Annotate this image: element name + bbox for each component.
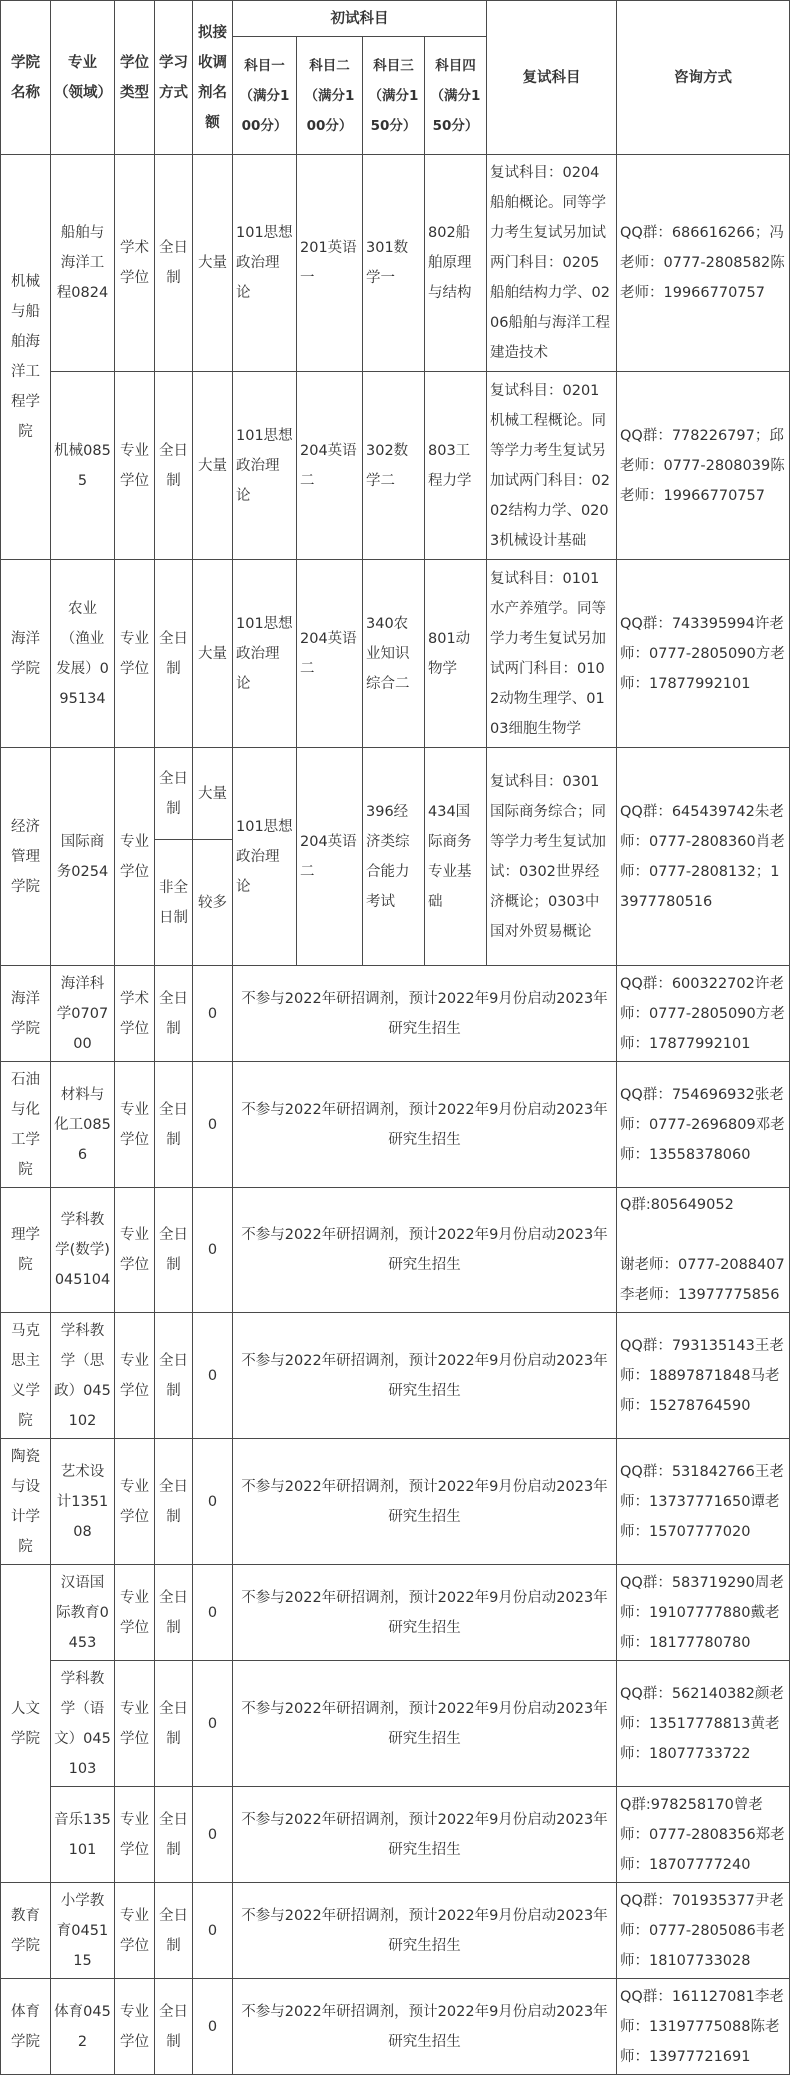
note-cell: 不参与2022年研招调剂，预计2022年9月份启动2023年研究生招生 xyxy=(233,1188,617,1313)
table-row xyxy=(1,1787,790,1883)
contact-cell: QQ群：701935377尹老师：0777-2805086韦老师：18107733028 xyxy=(617,1883,790,1979)
note-cell: 不参与2022年研招调剂，预计2022年9月份启动2023年研究生招生 xyxy=(233,1883,617,1979)
header-contact: 咨询方式 xyxy=(617,1,790,155)
note-cell: 不参与2022年研招调剂，预计2022年9月份启动2023年研究生招生 xyxy=(233,1062,617,1188)
degree-type-cell: 学术学位 xyxy=(115,155,155,372)
header-subject-3: 科目三（满分150分） xyxy=(363,37,425,155)
study-mode-cell: 非全日制 xyxy=(155,840,193,966)
major-cell: 机械0855 xyxy=(51,372,115,560)
contact-cell: QQ群：778226797；邱老师：0777-2808039陈老师：19966770757 xyxy=(617,372,790,560)
note-cell: 不参与2022年研招调剂，预计2022年9月份启动2023年研究生招生 xyxy=(233,1979,617,2075)
header-subject-1: 科目一（满分100分） xyxy=(233,37,297,155)
major-cell: 学科教学(数学)045104 xyxy=(51,1188,115,1313)
degree-type-cell: 学术学位 xyxy=(115,966,155,1062)
degree-type-cell: 专业学位 xyxy=(115,1565,155,1661)
subject-1-cell: 101思想政治理论 xyxy=(233,748,297,966)
college-cell: 陶瓷与设计学院 xyxy=(1,1439,51,1565)
college-cell: 体育学院 xyxy=(1,1979,51,2075)
retest-cell: 复试科目：0204船舶概论。同等学力考生复试另加试两门科目：0205船舶结构力学、0206船舶与海洋工程建造技术 xyxy=(487,155,617,372)
study-mode-cell: 全日制 xyxy=(155,1661,193,1787)
table-row xyxy=(1,1313,790,1439)
contact-cell: Q群:978258170曾老师：0777-2808356郑老师：18707777240 xyxy=(617,1787,790,1883)
study-mode-cell: 全日制 xyxy=(155,560,193,748)
college-cell: 海洋学院 xyxy=(1,560,51,748)
major-cell: 材料与化工0856 xyxy=(51,1062,115,1188)
header-study-mode: 学习方式 xyxy=(155,1,193,155)
degree-type-cell: 专业学位 xyxy=(115,1979,155,2075)
quota-cell: 较多 xyxy=(193,840,233,966)
college-cell: 经济管理学院 xyxy=(1,748,51,966)
table-row xyxy=(1,1883,790,1979)
table-row xyxy=(1,155,790,372)
major-cell: 海洋科学070700 xyxy=(51,966,115,1062)
contact-cell xyxy=(617,1188,790,1313)
retest-cell: 复试科目：0201机械工程概论。同等学力考生复试另加试两门科目：0202结构力学、0203机械设计基础 xyxy=(487,372,617,560)
contact-cell: QQ群：754696932张老师：0777-2696809邓老师：13558378060 xyxy=(617,1062,790,1188)
contact-cell: QQ群：161127081李老师：13197775088陈老师：13977721691 xyxy=(617,1979,790,2075)
table-row xyxy=(1,1188,790,1313)
subject-2-cell: 204英语二 xyxy=(297,560,363,748)
major-cell: 艺术设计135108 xyxy=(51,1439,115,1565)
header-row xyxy=(1,1,790,37)
table-row xyxy=(1,1661,790,1787)
contact-cell: QQ群：686616266；冯老师：0777-2808582陈老师：19966770757 xyxy=(617,155,790,372)
major-cell: 国际商务0254 xyxy=(51,748,115,966)
major-cell: 船舶与海洋工程0824 xyxy=(51,155,115,372)
college-cell: 马克思主义学院 xyxy=(1,1313,51,1439)
subject-4-cell: 802船舶原理与结构 xyxy=(425,155,487,372)
study-mode-cell: 全日制 xyxy=(155,1979,193,2075)
major-cell: 体育0452 xyxy=(51,1979,115,2075)
study-mode-cell: 全日制 xyxy=(155,1062,193,1188)
subject-2-cell: 201英语一 xyxy=(297,155,363,372)
subject-1-cell: 101思想政治理论 xyxy=(233,560,297,748)
college-cell: 海洋学院 xyxy=(1,966,51,1062)
quota-cell: 大量 xyxy=(193,748,233,840)
quota-cell: 大量 xyxy=(193,372,233,560)
subject-3-cell: 396经济类综合能力考试 xyxy=(363,748,425,966)
subject-1-cell: 101思想政治理论 xyxy=(233,372,297,560)
contact-line: 谢老师：0777-2088407 xyxy=(620,1257,785,1273)
contact-line: Q群:805649052 xyxy=(620,1197,734,1213)
quota-cell: 0 xyxy=(193,1979,233,2075)
header-college: 学院名称 xyxy=(1,1,51,155)
degree-type-cell: 专业学位 xyxy=(115,748,155,966)
header-retest: 复试科目 xyxy=(487,1,617,155)
subject-4-cell: 803工程力学 xyxy=(425,372,487,560)
degree-type-cell: 专业学位 xyxy=(115,1883,155,1979)
contact-cell: QQ群：531842766王老师：13737771650谭老师：15707777020 xyxy=(617,1439,790,1565)
note-cell: 不参与2022年研招调剂，预计2022年9月份启动2023年研究生招生 xyxy=(233,1439,617,1565)
degree-type-cell: 专业学位 xyxy=(115,560,155,748)
table-row xyxy=(1,560,790,748)
study-mode-cell: 全日制 xyxy=(155,372,193,560)
header-degree-type: 学位类型 xyxy=(115,1,155,155)
quota-cell: 大量 xyxy=(193,560,233,748)
table-row xyxy=(1,1439,790,1565)
note-cell: 不参与2022年研招调剂，预计2022年9月份启动2023年研究生招生 xyxy=(233,1787,617,1883)
subject-4-cell: 434国际商务专业基础 xyxy=(425,748,487,966)
study-mode-cell: 全日制 xyxy=(155,1565,193,1661)
contact-cell: QQ群：743395994许老师：0777-2805090方老师：17877992101 xyxy=(617,560,790,748)
degree-type-cell: 专业学位 xyxy=(115,1062,155,1188)
college-cell: 理学院 xyxy=(1,1188,51,1313)
subject-1-cell: 101思想政治理论 xyxy=(233,155,297,372)
study-mode-cell: 全日制 xyxy=(155,1787,193,1883)
quota-cell: 0 xyxy=(193,1565,233,1661)
subject-2-cell: 204英语二 xyxy=(297,748,363,966)
header-prelim-group: 初试科目 xyxy=(233,1,487,37)
header-major: 专业（领域） xyxy=(51,1,115,155)
quota-cell: 0 xyxy=(193,1313,233,1439)
table-row xyxy=(1,1062,790,1188)
note-cell: 不参与2022年研招调剂，预计2022年9月份启动2023年研究生招生 xyxy=(233,1313,617,1439)
quota-cell: 0 xyxy=(193,1661,233,1787)
quota-cell: 0 xyxy=(193,1883,233,1979)
degree-type-cell: 专业学位 xyxy=(115,1313,155,1439)
subject-3-cell: 340农业知识综合二 xyxy=(363,560,425,748)
study-mode-cell: 全日制 xyxy=(155,1313,193,1439)
table-row xyxy=(1,1565,790,1661)
quota-cell: 大量 xyxy=(193,155,233,372)
quota-cell: 0 xyxy=(193,1439,233,1565)
degree-type-cell: 专业学位 xyxy=(115,1661,155,1787)
contact-cell: QQ群：645439742朱老师：0777-2808360肖老师：0777-2808132；13977780516 xyxy=(617,748,790,966)
note-cell: 不参与2022年研招调剂，预计2022年9月份启动2023年研究生招生 xyxy=(233,1661,617,1787)
quota-cell: 0 xyxy=(193,1188,233,1313)
contact-cell: QQ群：600322702许老师：0777-2805090方老师：17877992101 xyxy=(617,966,790,1062)
contact-cell: QQ群：793135143王老师：18897871848马老师：15278764590 xyxy=(617,1313,790,1439)
header-subject-2: 科目二（满分100分） xyxy=(297,37,363,155)
contact-cell: QQ群：583719290周老师：19107777880戴老师：18177780780 xyxy=(617,1565,790,1661)
subject-3-cell: 301数学一 xyxy=(363,155,425,372)
college-cell: 教育学院 xyxy=(1,1883,51,1979)
degree-type-cell: 专业学位 xyxy=(115,1188,155,1313)
study-mode-cell: 全日制 xyxy=(155,155,193,372)
table-row xyxy=(1,372,790,560)
subject-2-cell: 204英语二 xyxy=(297,372,363,560)
major-cell: 学科教学（思政）045102 xyxy=(51,1313,115,1439)
header-quota: 拟接收调剂名额 xyxy=(193,1,233,155)
note-cell: 不参与2022年研招调剂，预计2022年9月份启动2023年研究生招生 xyxy=(233,966,617,1062)
table-row xyxy=(1,1979,790,2075)
subject-3-cell: 302数学二 xyxy=(363,372,425,560)
degree-type-cell: 专业学位 xyxy=(115,372,155,560)
major-cell: 汉语国际教育0453 xyxy=(51,1565,115,1661)
major-cell: 农业（渔业发展）095134 xyxy=(51,560,115,748)
major-cell: 小学教育045115 xyxy=(51,1883,115,1979)
header-subject-4: 科目四（满分150分） xyxy=(425,37,487,155)
college-cell: 石油与化工学院 xyxy=(1,1062,51,1188)
study-mode-cell: 全日制 xyxy=(155,1188,193,1313)
table-row xyxy=(1,748,790,840)
retest-cell: 复试科目：0101水产养殖学。同等学力考生复试另加试两门科目：0102动物生理学、0103细胞生物学 xyxy=(487,560,617,748)
contact-cell: QQ群：562140382颜老师：13517778813黄老师：18077733722 xyxy=(617,1661,790,1787)
major-cell: 学科教学（语文）045103 xyxy=(51,1661,115,1787)
study-mode-cell: 全日制 xyxy=(155,748,193,840)
note-cell: 不参与2022年研招调剂，预计2022年9月份启动2023年研究生招生 xyxy=(233,1565,617,1661)
quota-cell: 0 xyxy=(193,1062,233,1188)
quota-cell: 0 xyxy=(193,966,233,1062)
degree-type-cell: 专业学位 xyxy=(115,1439,155,1565)
table-row xyxy=(1,966,790,1062)
degree-type-cell: 专业学位 xyxy=(115,1787,155,1883)
college-cell: 机械与船舶海洋工程学院 xyxy=(1,155,51,560)
study-mode-cell: 全日制 xyxy=(155,966,193,1062)
study-mode-cell: 全日制 xyxy=(155,1439,193,1565)
contact-line: 李老师：13977775856 xyxy=(620,1287,780,1303)
contact-line xyxy=(620,1220,786,1250)
college-cell: 人文学院 xyxy=(1,1565,51,1883)
study-mode-cell: 全日制 xyxy=(155,1883,193,1979)
major-cell: 音乐135101 xyxy=(51,1787,115,1883)
retest-cell: 复试科目：0301国际商务综合；同等学力考生复试加试：0302世界经济概论；0303中国对外贸易概论 xyxy=(487,748,617,966)
quota-cell: 0 xyxy=(193,1787,233,1883)
subject-4-cell: 801动物学 xyxy=(425,560,487,748)
